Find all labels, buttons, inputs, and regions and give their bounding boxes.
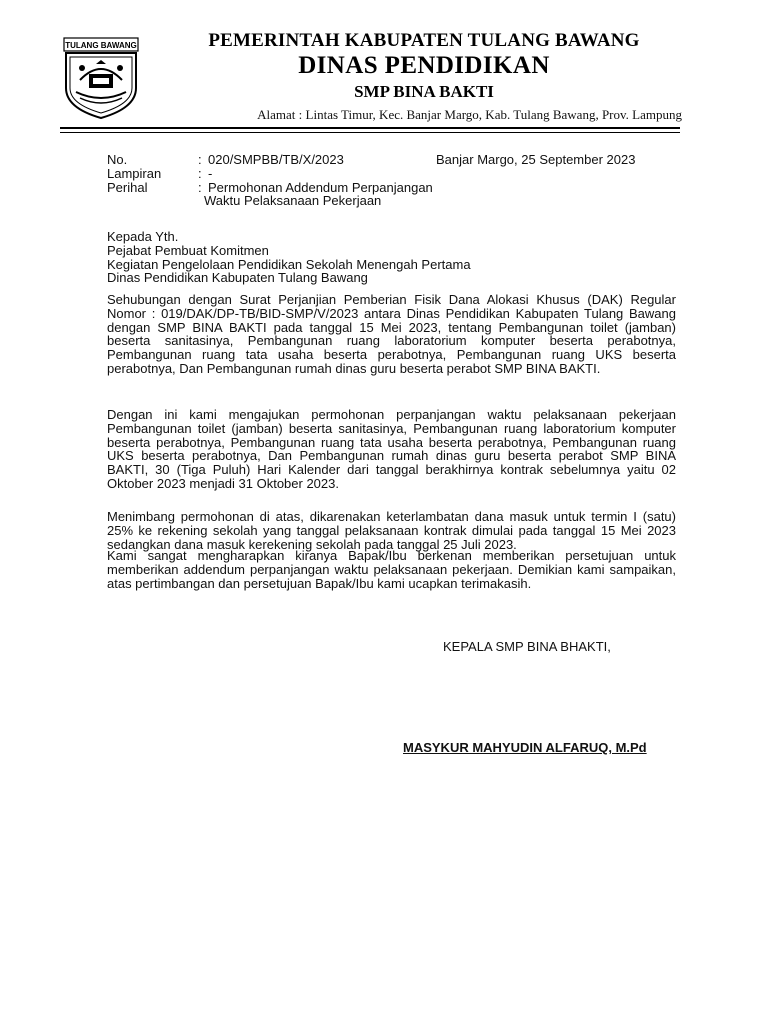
school-title: SMP BINA BAKTI [354,82,494,101]
signature-title: KEPALA SMP BINA BHAKTI, [443,639,611,654]
body-paragraph-1: Sehubungan dengan Surat Perjanjian Pemberian Fisik Dana Alokasi Khusus (DAK) Regular Nomor : 019/DAK/DP-TB/BID-SMP/V/2023 antara Dinas Pendidikan Kabupaten Tulang Bawang dengan SMP BINA BAKTI pada tanggal 15 Mei 2023, tentang Pembangunan toilet (jamban) beserta sanitasinya, Pembangunan ruang laboratorium komputer beserta perabotnya, Pembangunan ruang tata usaha beserta perabotnya, Pembangunan ruang UKS beserta perabotnya, Dan Pembangunan rumah dinas guru beserta perabot SMP BINA BAKTI. [107,292,676,376]
addressee-line: Kepada Yth. [107,229,179,244]
addressee-line: Kegiatan Pengelolaan Pendidikan Sekolah Menengah Pertama [107,256,471,272]
colon: : [198,179,202,195]
body-paragraph-4: Kami sangat mengharapkan kiranya Bapak/Ibu berkenan memberikan persetujuan untuk memberikan addendum perpanjangan waktu pelaksanaan pekerjaan. Demikian kami sampaikan, atas pertimbangan dan persetujuan Bapak/Ibu kami ucapkan terimakasih. [107,548,676,591]
regency-emblem-logo [62,36,140,120]
colon: : [198,152,202,167]
header-rule-thin [60,132,680,133]
subject-label: Perihal [107,179,148,195]
meta-row-number [107,153,667,167]
letterhead [160,30,688,103]
colon: : [198,165,202,181]
meta-row-subject [107,181,667,195]
number-value: 020/SMPBB/TB/X/2023 [208,152,344,167]
body-paragraph-2: Dengan ini kami mengajukan permohonan perpanjangan waktu pelaksanaan pekerjaan Pembangunan toilet (jamban) beserta sanitasinya, Pembangunan ruang laboratorium komputer beserta perabotnya, Pembangunan ruang tata usaha beserta perabotnya, Pembangunan ruang UKS beserta perabotnya, Dan Pembangunan rumah dinas guru beserta perabot SMP BINA BAKTI, 30 (Tiga Puluh) Hari Kalender dari tanggal berakhirnya kontrak sebelumnya yaitu 02 Oktober 2023 menjadi 31 Oktober 2023. [107,407,676,491]
meta-row-attachment [107,167,667,181]
subject-value-line2: Waktu Pelaksanaan Pekerjaan [204,193,382,209]
attachment-label: Lampiran [107,165,162,181]
attachment-value: - [208,165,213,181]
letterhead-address: Alamat : Lintas Timur, Kec. Banjar Margo, Kab. Tulang Bawang, Prov. Lampung [257,107,682,122]
agency-title: DINAS PENDIDIKAN [298,52,550,79]
meta-row-subject-cont [107,194,667,208]
header-rule-thick [60,127,680,129]
signatory-name: MASYKUR MAHYUDIN ALFARUQ, M.Pd [403,740,647,755]
subject-value-line1: Permohonan Addendum Perpanjangan [208,179,433,195]
addressee-line: Pejabat Pembuat Komitmen [107,242,269,258]
logo-text: TULANG BAWANG [65,41,137,50]
number-label: No. [107,152,128,167]
addressee-line: Dinas Pendidikan Kabupaten Tulang Bawang [107,270,368,286]
government-title: PEMERINTAH KABUPATEN TULANG BAWANG [208,30,640,51]
letter-meta [107,153,667,208]
body-paragraph-3: Menimbang permohonan di atas, dikarenakan keterlambatan dana masuk untuk termin I (satu) 25% ke rekening sekolah yang tanggal pelaksanaan kontrak dimulai pada tanggal 15 Mei 2023 sedangkan dana masuk kerekening sekolah pada tanggal 25 Juli 2023. [107,509,676,552]
addressee-block [107,230,471,285]
place-date: Banjar Margo, 25 September 2023 [436,152,636,167]
